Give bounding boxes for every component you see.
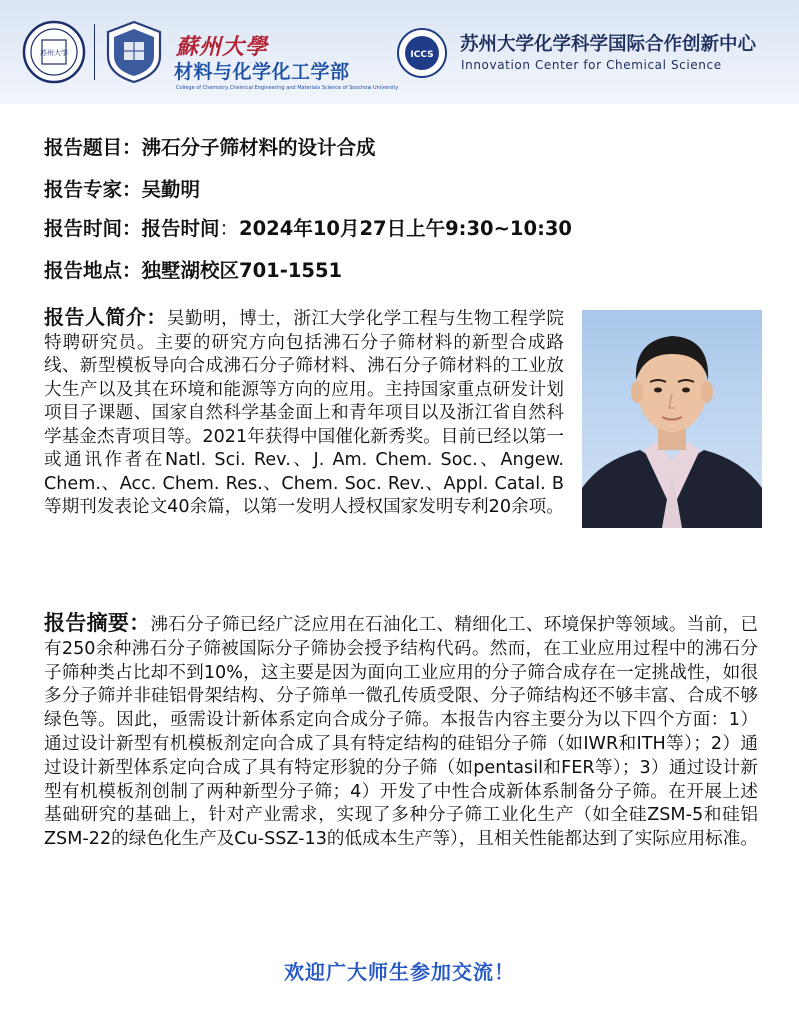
- speaker-label: 报告专家：: [44, 178, 142, 201]
- speaker-photo: [582, 310, 762, 528]
- university-seal-logo: [22, 20, 86, 84]
- abstract-label: 报告摘要：: [44, 611, 151, 635]
- university-calligraphy: 蘇州大學: [176, 34, 269, 60]
- speaker-bio: [44, 306, 564, 520]
- header-banner: [0, 0, 799, 104]
- center-name-en: Innovation Center for Chemical Science: [461, 58, 722, 72]
- college-badge-logo: [104, 20, 164, 84]
- report-title-value: 沸石分子筛材料的设计合成: [141, 136, 376, 159]
- report-title-label: 报告题目：: [44, 136, 142, 159]
- svg-text:ICCS: ICCS: [410, 50, 434, 60]
- time-value-prefix: 报告时间: [141, 217, 220, 240]
- report-title-line: [44, 132, 376, 160]
- time-line: [44, 213, 572, 241]
- logo-divider: [94, 24, 95, 80]
- welcome-message: 欢迎广大师生参加交流！: [284, 960, 515, 984]
- college-name: 材料与化学化工学部: [174, 61, 350, 83]
- venue-label: 报告地点：: [44, 259, 142, 282]
- bio-label: 报告人简介：: [44, 305, 167, 329]
- center-name: 苏州大学化学科学国际合作创新中心: [460, 34, 757, 55]
- college-name-en: College of Chemistry,Chemical Engineering and Materials Science of Soochow University: [176, 85, 399, 91]
- iccs-logo: [396, 27, 448, 79]
- speaker-line: [44, 174, 200, 202]
- venue-value: 独墅湖校区701-1551: [141, 259, 343, 282]
- venue-line: [44, 255, 342, 283]
- speaker-value: 吴勤明: [141, 178, 201, 201]
- time-label: 报告时间：: [44, 217, 142, 240]
- svg-text:苏州大学: 苏州大学: [40, 49, 68, 57]
- abstract-text: 沸石分子筛已经广泛应用在石油化工、精细化工、环境保护等领域。当前，已有250余种沸石分子筛被国际分子筛协会授予结构代码。然而，在工业应用过程中的沸石分子筛种类占比却不到10%，这主要是因为面向工业应用的分子筛合成存在一定挑战性，如很多分子筛并非硅铝骨架结构、分子筛单一微孔传质受限、分子筛结构还不够丰富、合成不够绿色等。因此，亟需设计新体系定向合成分子筛。本报告内容主要分为以下四个方面：1）通过设计新型有机模板剂定向合成了具有特定结构的硅铝分子筛（如IWR和ITH等）；2）通过设计新型体系定向合成了具有特定形貌的分子筛（如pentasil和FER等）；3）通过设计新型有机模板剂创制了两种新型分子筛；4）开发了中性合成新体系制备分子筛。在开展上述基础研究的基础上，针对产业需求，实现了多种分子筛工业化生产（如全硅ZSM-5和硅铝ZSM-22的绿色化生产及Cu-SSZ-13的低成本生产等），且相关性能都达到了实际应用标准。: [44, 615, 758, 850]
- report-abstract: [44, 612, 758, 852]
- time-value: 2024年10月27日上午9:30~10:30: [239, 217, 573, 240]
- time-colon: ：: [219, 217, 240, 240]
- speaker-portrait-illustration: [582, 310, 762, 528]
- bio-text: 吴勤明，博士，浙江大学化学工程与生物工程学院特聘研究员。主要的研究方向包括沸石分子筛材料的新型合成路线、新型模板导向合成沸石分子筛材料、沸石分子筛材料的工业放大生产以及其在环境和能源等方向的应用。主持国家重点研发计划项目子课题、国家自然科学基金面上和青年项目以及浙江省自然科学基金杰青项目等。2021年获得中国催化新秀奖。目前已经以第一或通讯作者在Natl. Sci. Rev.、J. Am. Chem. Soc.、Angew. Chem.、Acc. Chem. Res.、Chem. Soc. Rev.、Appl. Catal. B等期刊发表论文40余篇，以第一发明人授权国家发明专利20余项。: [44, 309, 564, 517]
